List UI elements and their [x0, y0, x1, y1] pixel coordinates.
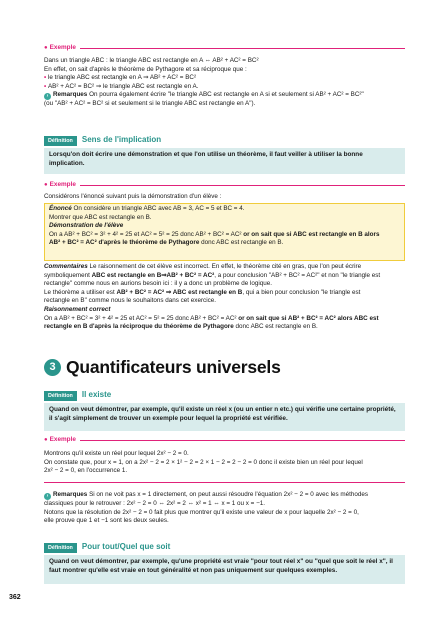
- page-number: 362: [9, 594, 21, 601]
- example-label: Exemple: [49, 44, 76, 52]
- text-line: classiques pour le retrouver : 2x² − 2 = 0 ⇔ 2x² = 2 ⇔ x² = 1 ⇔ x = 1 ou x = −1.: [44, 500, 266, 507]
- enonce-line: Montrer que ABC est rectangle en B.: [49, 213, 152, 221]
- text-line: En effet, on sait d'après le théorème de Pythagore et sa réciproque que :: [44, 65, 247, 73]
- list-item-text: AB² + AC² = BC² ⇒ le triangle ABC est rectangle en A.: [47, 82, 199, 90]
- text-line: Considérons l'énoncé suivant puis la démonstration d'un élève :: [44, 193, 222, 200]
- demo-label-line: [49, 222, 400, 231]
- definition-tag: Définition: [44, 543, 77, 553]
- definition-header: [44, 542, 170, 553]
- comment-text: , qui a bien pour conclusion "le triangle est: [242, 288, 361, 296]
- correct-bold: or on sait que si AB² + BC² = AC² alors ABC est: [238, 314, 379, 322]
- demo-label: Démonstration de l'élève: [49, 222, 124, 230]
- comment-line: [44, 272, 405, 281]
- enonce-text: On considère un triangle ABC avec AB = 3, AC = 5 et BC = 4.: [73, 205, 245, 212]
- example-bullet-icon: ●: [44, 45, 48, 52]
- comment-text: symboliquement: [44, 271, 92, 279]
- example-bullet-icon: ●: [44, 182, 48, 189]
- enonce-label: Énoncé: [49, 205, 72, 212]
- bullet-icon: •: [44, 82, 48, 90]
- correct-text: On a AB² + BC² = 3² + 4² = 25 et AC² = 5² = 25 donc AB² + BC² = AC²: [44, 314, 239, 322]
- remark-text: Si on ne voit pas x = 1 directement, on peut aussi résoudre l'équation 2x² − 2 = 0 avec les méthodes: [89, 491, 369, 498]
- correct-bold: rectangle en B d'après la réciproque du théorème de Pythagore: [44, 323, 234, 331]
- section-number: 3: [44, 359, 61, 376]
- example-label: Exemple: [49, 181, 76, 189]
- correct-label: Raisonnement correct: [44, 305, 111, 313]
- arrow-icon: ›: [44, 493, 51, 500]
- correct-line: [44, 323, 405, 332]
- text-line: Dans un triangle ABC : le triangle ABC est rectangle en A ⇔ AB² + AC² = BC²: [44, 57, 259, 64]
- enonce-box: [44, 203, 405, 261]
- example3-body: [44, 450, 405, 476]
- text-line: elle prouve que 1 et −1 sont les deux seules.: [44, 517, 169, 525]
- example2-intro: [44, 193, 405, 202]
- demo-line: [49, 231, 400, 240]
- demo-line: [49, 239, 400, 248]
- enonce-line: [49, 205, 400, 214]
- demo-bold: AB² + BC² = AC² d'après le théorème de Pythagore: [49, 239, 200, 247]
- comment-label: Commentaires: [44, 263, 88, 270]
- demo-text: donc ABC est rectangle en B.: [199, 239, 284, 247]
- definition-title: Sens de l'implication: [81, 135, 162, 145]
- correct-line: [44, 315, 405, 324]
- text-line: Montrons qu'il existe un réel pour lequel 2x² − 2 = 0.: [44, 450, 189, 457]
- definition-box: [44, 403, 405, 431]
- text-line: Notons que la résolution de 2x² − 2 = 0 fait plus que montrer qu'il existe une valeur de x pour laquelle 2x² − 2 = 0,: [44, 508, 359, 516]
- definition-box: [44, 555, 405, 584]
- correct-label-line: [44, 306, 405, 315]
- comment-bold: ABC est rectangle en B⇒AB² + BC² = AC²: [91, 271, 215, 279]
- comment-bold: AB² + BC² = AC² ⇒ ABC est rectangle en B: [116, 288, 243, 296]
- example-header: [44, 436, 405, 445]
- example-rule: [80, 185, 405, 186]
- definition-body: Quand on veut démontrer, par exemple, qu'une propriété est vraie "pour tout réel x" ou "quel que soit le réel x", il faut montrer qu'elle est vraie en tout généralité et non pas uniquement sur quelques exemples.: [49, 558, 393, 574]
- list-item-text: le triangle ABC est rectangle en A ⇒ AB² + AC² = BC²: [47, 74, 197, 82]
- definition-title: Pour tout/Quel que soit: [81, 542, 171, 552]
- definition-box: [44, 148, 405, 174]
- example-bullet-icon: ●: [44, 437, 48, 444]
- demo-bold: or on sait que si ABC est rectangle en B alors: [243, 230, 380, 238]
- definition-title: Il existe: [81, 390, 112, 400]
- correct-text: donc ABC est rectangle en B.: [233, 323, 318, 331]
- section-title: Quantificateurs universels: [66, 357, 281, 377]
- bullet-icon: •: [44, 74, 48, 82]
- comment-line: [44, 289, 405, 298]
- example1-body: [44, 57, 405, 109]
- remark: [44, 491, 405, 500]
- comment-line: rectangle en B" comme nous le souhaitons dans cet exercice.: [44, 297, 216, 305]
- example-rule: [80, 48, 405, 49]
- example-header: [44, 44, 405, 53]
- example-rule: [80, 440, 405, 441]
- definition-body: Lorsqu'on doit écrire une démonstration et que l'on utilise un théorème, il faut veiller à utiliser la bonne implication.: [49, 151, 363, 167]
- definition-header: [44, 390, 111, 401]
- remark-label: Remarques: [53, 91, 88, 99]
- example2-comments: [44, 263, 405, 332]
- separator: [44, 478, 405, 487]
- text-line: 2x² − 2 = 0, en l'occurrence 1.: [44, 467, 128, 475]
- comment-text: , a pour conclusion "AB² + BC² = AC²" et non "le triangle est: [214, 271, 381, 279]
- text-line: On constate que, pour x = 1, on a 2x² − 2 = 2 × 1² − 2 = 2 × 1 − 2 = 2 − 2 = 0 donc il existe bien un réel pour lequel: [44, 458, 363, 466]
- text-line: (ou "AB² + AC² = BC² si et seulement si le triangle ABC est rectangle en A").: [44, 100, 256, 108]
- example-label: Exemple: [49, 436, 76, 444]
- comment-text: Le raisonnement de cet élève est incorrect. En effet, le théorème cité en gras, que l'on peut écrire: [87, 263, 362, 270]
- remark: [44, 91, 405, 100]
- comment-line: rectangle" comme nous en aurions besoin ici : il y a donc un problème de logique.: [44, 280, 273, 288]
- remark-label: Remarques: [53, 491, 88, 498]
- definition-tag: Définition: [44, 136, 77, 146]
- example-header: [44, 181, 405, 190]
- remark-text: On pourra également écrire "le triangle ABC est rectangle en A si et seulement si AB² + AC² = BC²": [89, 91, 364, 99]
- definition-body: Quand on veut démontrer, par exemple, qu'il existe un réel x (ou un entier n etc.) qui vérifie une certaine propriété, il s'agit simplement de trouver un exemple pour lequel la propriété est vérifiée.: [49, 406, 396, 422]
- separator-rule: [44, 482, 405, 483]
- definition-header: [44, 135, 161, 146]
- comment-text: Le théorème a utiliser est: [44, 288, 117, 296]
- list-item: [44, 74, 405, 83]
- comment-line: [44, 263, 405, 272]
- list-item: [44, 83, 405, 92]
- demo-text: On a AB² + BC² = 3² + 4² = 25 et AC² = 5² = 25 donc AB² + BC² = AC²: [49, 230, 244, 238]
- definition-tag: Définition: [44, 391, 77, 401]
- example3-remarks: [44, 491, 405, 526]
- arrow-icon: ›: [44, 93, 51, 100]
